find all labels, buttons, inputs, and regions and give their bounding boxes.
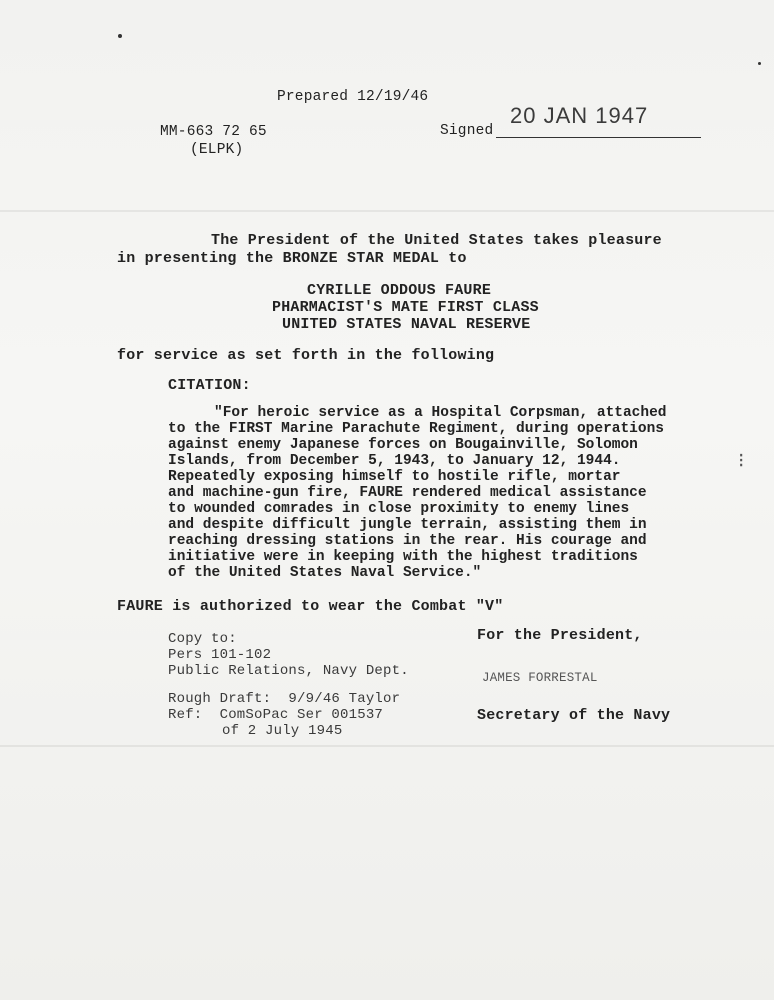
copy-to-line-1: Pers 101-102 — [168, 647, 272, 663]
intro-line-1: The President of the United States takes pleasure — [211, 232, 662, 249]
citation-line: initiative were in keeping with the highest traditions — [168, 549, 638, 565]
signatory-title: Secretary of the Navy — [477, 707, 671, 724]
citation-line: and despite difficult jungle terrain, assisting them in — [168, 517, 647, 533]
file-number: MM-663 72 65 — [160, 124, 267, 140]
service-line: for service as set forth in the following — [117, 347, 495, 364]
fold-crease — [0, 745, 774, 747]
citation-line: "For heroic service as a Hospital Corpsman, attached — [214, 405, 667, 421]
bleed-through-mark: ⁝ — [738, 450, 745, 472]
citation-line: and machine-gun fire, FAURE rendered medical assistance — [168, 485, 647, 501]
citation-line: reaching dressing stations in the rear. His courage and — [168, 533, 647, 549]
citation-line: Islands, from December 5, 1943, to January 12, 1944. — [168, 453, 621, 469]
copy-to-line-2: Public Relations, Navy Dept. — [168, 663, 409, 679]
reference: Ref: ComSoPac Ser 001537 — [168, 707, 384, 723]
citation-line: Repeatedly exposing himself to hostile rifle, mortar — [168, 469, 621, 485]
citation-text — [168, 405, 666, 581]
combat-v-authorization: FAURE is authorized to wear the Combat "V" — [117, 598, 504, 615]
recipient-unit: UNITED STATES NAVAL RESERVE — [282, 316, 531, 333]
intro-line-2: in presenting the BRONZE STAR MEDAL to — [117, 250, 467, 267]
recipient-name: CYRILLE ODDOUS FAURE — [307, 282, 492, 299]
prepared-date: Prepared 12/19/46 — [277, 89, 429, 105]
citation-line: of the United States Naval Service." — [168, 565, 482, 581]
file-code: (ELPK) — [190, 142, 244, 158]
rough-draft: Rough Draft: 9/9/46 Taylor — [168, 691, 401, 707]
citation-heading: CITATION: — [168, 377, 251, 394]
signatory-name: JAMES FORRESTAL — [482, 671, 598, 685]
for-the-president: For the President, — [477, 627, 643, 644]
signed-date-stamp: 20 JAN 1947 — [510, 103, 649, 128]
citation-line: to wounded comrades in close proximity to enemy lines — [168, 501, 630, 517]
ink-speck — [758, 62, 761, 65]
reference-date: of 2 July 1945 — [222, 723, 343, 739]
citation-line: to the FIRST Marine Parachute Regiment, during operations — [168, 421, 664, 437]
ink-speck — [118, 34, 122, 38]
citation-line: against enemy Japanese forces on Bougainville, Solomon — [168, 437, 638, 453]
signature-line — [496, 137, 701, 138]
fold-crease — [0, 210, 774, 212]
recipient-rank: PHARMACIST'S MATE FIRST CLASS — [272, 299, 539, 316]
copy-to-label: Copy to: — [168, 631, 237, 647]
signed-label: Signed — [440, 123, 494, 139]
